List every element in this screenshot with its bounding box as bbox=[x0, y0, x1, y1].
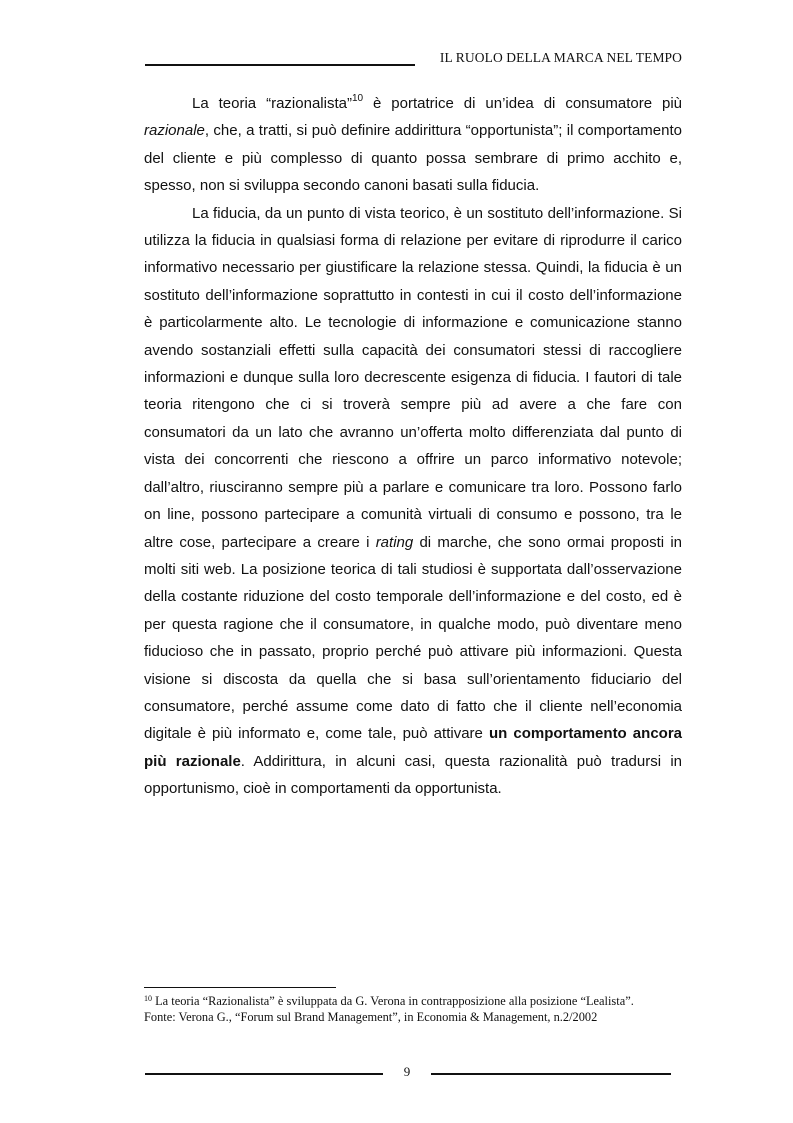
paragraph-2 bbox=[144, 200, 682, 803]
footnote bbox=[144, 993, 684, 1025]
bold-phrase: un comportamento ancora più razionale bbox=[144, 725, 682, 770]
footnote-separator bbox=[144, 987, 336, 988]
italic-term-razionale: razionale bbox=[144, 122, 205, 140]
footnote-number: 10 bbox=[144, 994, 152, 1003]
paragraph-2-text-c: . Addirittura, in alcuni casi, questa razionalità può tradursi in opportunismo, cioè in comportamenti da opportunista. bbox=[144, 752, 682, 798]
body-text bbox=[144, 90, 682, 803]
header-rule bbox=[145, 64, 415, 66]
paragraph-1-text-b: è portatrice di un’idea di consumatore più bbox=[363, 95, 682, 112]
footer-rule-right bbox=[431, 1073, 671, 1075]
paragraph-1 bbox=[144, 90, 682, 200]
footnote-text-1: La teoria “Razionalista” è sviluppata da G. Verona in contrapposizione alla posizione “Lealista”. bbox=[152, 994, 634, 1008]
page-number: 9 bbox=[403, 1064, 411, 1079]
footnote-reference: 10 bbox=[351, 93, 364, 104]
footnote-line-1 bbox=[144, 993, 684, 1009]
paragraph-1-text-c: , che, a tratti, si può definire addirittura “opportunista”; il comportamento del cliente e più complesso di quanto possa sembrare di primo acchito e, spesso, non si sviluppa secondo canoni basati sulla fiducia. bbox=[144, 122, 682, 195]
paragraph-2-text-a: La fiducia, da un punto di vista teorico, è un sostituto dell’informazione. Si utilizza la fiducia in qualsiasi forma di relazione per evitare di riprodurre il carico informativo necessario per giustificare la relazione stessa. Quindi, la fiducia è un sostituto dell’informazione soprattutto in contesti in cui il costo dell’informazione è particolarmente alto. Le tecnologie di informazione e comunicazione stanno avendo sostanziali effetti sulla capacità dei consumatori stessi di raccogliere informazioni e dunque sulla loro decrescente esigenza di fiducia. I fautori di tale teoria ritengono che ci si troverà sempre più ad avere a che fare con consumatori da un lato che avranno un’offerta molto differenziata dal punto di vista dei concorrenti che riescono a offrire un parco informativo notevole; dall’altro, riusciranno sempre più a parlare e comunicare tra loro. Possono farlo on line, possono partecipare a comunità virtuali di consumo e possono, tra le altre cose, partecipare a creare i bbox=[144, 204, 682, 551]
footer-rule-left bbox=[145, 1073, 383, 1075]
running-header-title: IL RUOLO DELLA MARCA NEL TEMPO bbox=[439, 50, 682, 65]
italic-term-rating: rating bbox=[375, 533, 414, 551]
paragraph-2-text-b: di marche, che sono ormai proposti in molti siti web. La posizione teorica di tali studiosi è supportata dall’osservazione della costante riduzione del costo temporale dell’informazione e del costo, ed è per questa ragione che il consumatore, in qualche modo, può diventare meno fiducioso che in passato, proprio perché può attivare più informazioni. Questa visione si discosta da quella che si basa sull’orientamento fiduciario del consumatore, perché assume come dato di fatto che il cliente nell’economia digitale è più informato e, come tale, può attivare bbox=[144, 533, 682, 743]
paragraph-1-text-a: La teoria “razionalista” bbox=[192, 95, 352, 112]
footnote-line-2: Fonte: Verona G., “Forum sul Brand Management”, in Economia & Management, n.2/2002 bbox=[144, 1010, 598, 1024]
